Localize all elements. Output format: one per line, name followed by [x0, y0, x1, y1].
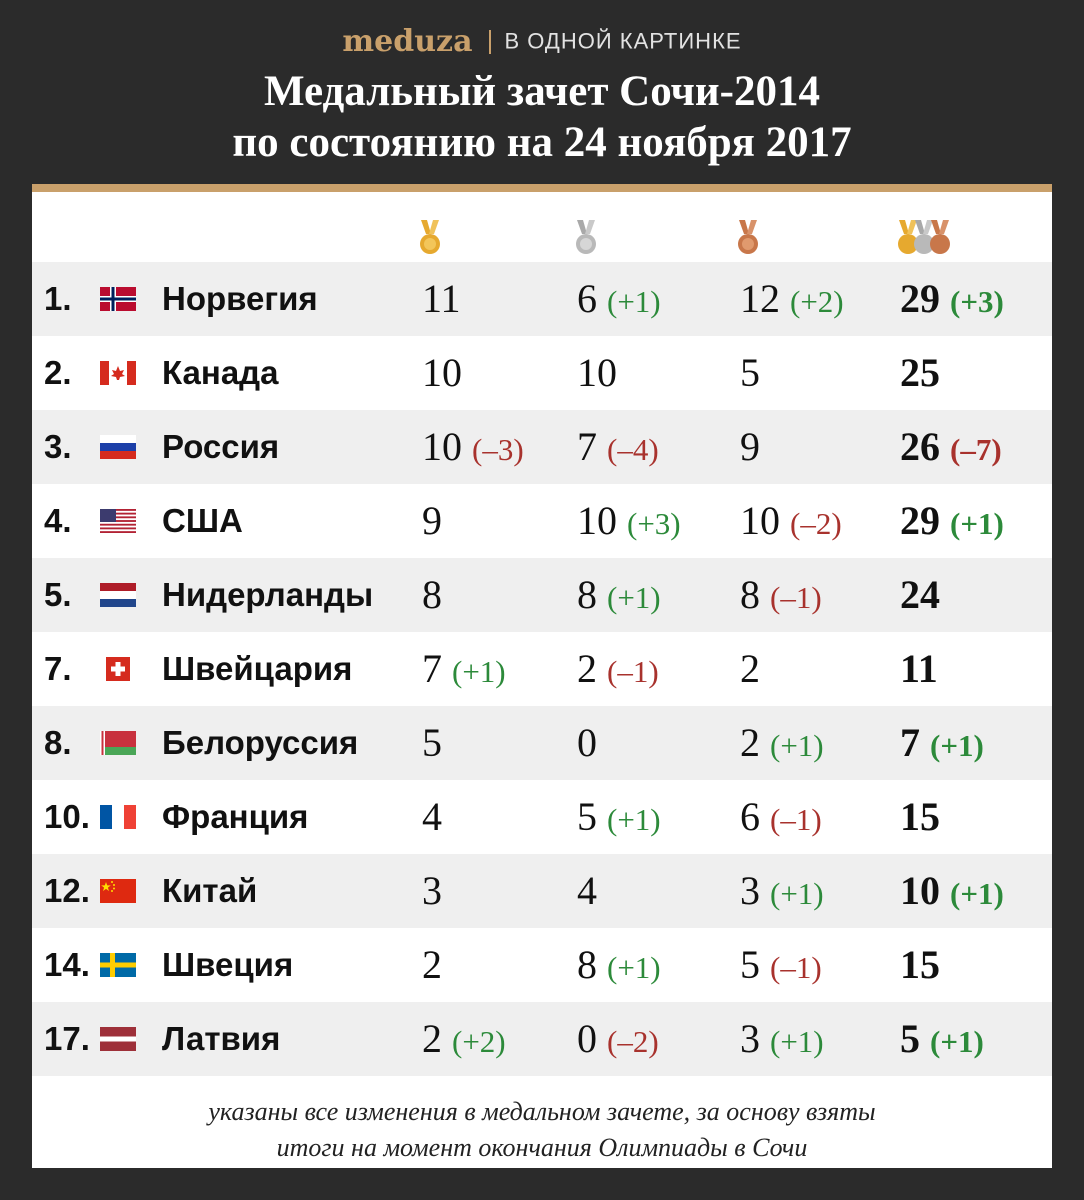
bronze-cell: [740, 632, 760, 706]
silver-cell: [577, 706, 597, 780]
total-value: 11: [900, 646, 938, 691]
silver-value: 5: [577, 794, 597, 839]
gold-value: 8: [422, 572, 442, 617]
total-value: 7: [900, 720, 920, 765]
country-cell: США: [162, 502, 243, 539]
silver-medal-icon: [574, 220, 598, 256]
bronze-cell: [740, 780, 822, 857]
total-value: 15: [900, 794, 940, 839]
russia-flag-icon: [100, 435, 136, 459]
bronze-cell: [740, 928, 822, 1005]
bronze-value: 5: [740, 942, 760, 987]
bronze-change: (+1): [770, 876, 824, 911]
table-row: [32, 1002, 1052, 1076]
bronze-value: 8: [740, 572, 760, 617]
divider: [489, 30, 491, 54]
table-row: [32, 336, 1052, 410]
medal-icons-row: [32, 212, 1052, 262]
page-title: [0, 66, 1084, 168]
total-change: (+1): [930, 1024, 984, 1059]
total-value: 15: [900, 942, 940, 987]
gold-cell: [422, 780, 442, 854]
rank-cell: 4.: [44, 502, 72, 539]
rank-cell: 3.: [44, 428, 72, 465]
country-cell: Швейцария: [162, 650, 353, 687]
bronze-value: 9: [740, 424, 760, 469]
gold-value: 7: [422, 646, 442, 691]
rank-cell: 8.: [44, 724, 72, 761]
bronze-cell: [740, 706, 824, 783]
rank-cell: 1.: [44, 280, 72, 317]
meduza-logo[interactable]: meduza: [342, 24, 473, 59]
gold-value: 10: [422, 350, 462, 395]
gold-medal-icon: [418, 220, 442, 256]
bronze-cell: [740, 1002, 824, 1079]
total-value: 26: [900, 424, 940, 469]
silver-value: 10: [577, 350, 617, 395]
belarus-flag-icon: [100, 731, 136, 755]
total-value: 29: [900, 498, 940, 543]
gold-cell: [422, 928, 442, 1002]
total-change: (+3): [950, 284, 1004, 319]
gold-cell: [422, 336, 462, 410]
bronze-cell: [740, 410, 760, 484]
country-cell: Латвия: [162, 1020, 281, 1057]
silver-cell: [577, 1002, 659, 1079]
silver-value: 0: [577, 1016, 597, 1061]
bronze-value: 3: [740, 1016, 760, 1061]
gold-value: 9: [422, 498, 442, 543]
total-change: (+1): [950, 506, 1004, 541]
norway-flag-icon: [100, 287, 136, 311]
gold-value: 2: [422, 1016, 442, 1061]
usa-flag-icon: [100, 509, 136, 533]
total-value: 25: [900, 350, 940, 395]
table-row: [32, 262, 1052, 336]
gold-value: 4: [422, 794, 442, 839]
rank-cell: 17.: [44, 1020, 90, 1057]
gold-change: (+1): [452, 654, 506, 689]
france-flag-icon: [100, 805, 136, 829]
gold-value: 11: [422, 276, 461, 321]
header: [0, 0, 1084, 184]
latvia-flag-icon: [100, 1027, 136, 1051]
country-cell: Китай: [162, 872, 258, 909]
total-value: 5: [900, 1016, 920, 1061]
silver-cell: [577, 484, 681, 561]
country-cell: Швеция: [162, 946, 294, 983]
medal-table-card: [32, 184, 1052, 1168]
total-change: (–7): [950, 432, 1002, 467]
gold-cell: [422, 558, 442, 632]
title-line-1: Медальный зачет Сочи-2014: [264, 68, 820, 115]
total-cell: [900, 1002, 984, 1079]
silver-change: (+1): [607, 802, 661, 837]
silver-value: 4: [577, 868, 597, 913]
switzerland-flag-icon: [100, 657, 136, 681]
total-cell: [900, 336, 940, 410]
bronze-medal-icon: [736, 220, 760, 256]
silver-change: (–4): [607, 432, 659, 467]
country-cell: Белоруссия: [162, 724, 359, 761]
total-cell: [900, 780, 940, 854]
bronze-value: 5: [740, 350, 760, 395]
gold-cell: [422, 854, 442, 928]
total-cell: [900, 854, 1004, 931]
gold-cell: [422, 484, 442, 558]
silver-cell: [577, 780, 661, 857]
total-value: 29: [900, 276, 940, 321]
silver-cell: [577, 410, 659, 487]
gold-change: (+2): [452, 1024, 506, 1059]
country-cell: Россия: [162, 428, 280, 465]
gold-cell: [422, 410, 524, 487]
gold-value: 2: [422, 942, 442, 987]
total-change: (+1): [950, 876, 1004, 911]
bronze-change: (+1): [770, 1024, 824, 1059]
silver-value: 7: [577, 424, 597, 469]
silver-cell: [577, 558, 661, 635]
silver-value: 0: [577, 720, 597, 765]
bronze-value: 3: [740, 868, 760, 913]
total-cell: [900, 410, 1002, 487]
bronze-value: 6: [740, 794, 760, 839]
silver-cell: [577, 928, 661, 1005]
table-row: [32, 484, 1052, 558]
gold-cell: [422, 706, 442, 780]
rubric-label: В ОДНОЙ КАРТИНКЕ: [504, 28, 742, 54]
silver-value: 6: [577, 276, 597, 321]
bronze-cell: [740, 558, 822, 635]
gold-cell: [422, 262, 461, 336]
table-row: [32, 780, 1052, 854]
total-cell: [900, 558, 940, 632]
total-cell: [900, 262, 1004, 339]
silver-change: (+1): [607, 580, 661, 615]
all-medals-icon: [896, 220, 952, 256]
silver-value: 10: [577, 498, 617, 543]
total-value: 24: [900, 572, 940, 617]
gold-value: 3: [422, 868, 442, 913]
table-row: [32, 854, 1052, 928]
bronze-change: (+1): [770, 728, 824, 763]
gold-cell: [422, 1002, 506, 1079]
silver-change: (–1): [607, 654, 659, 689]
country-cell: Нидерланды: [162, 576, 374, 613]
brand-line: [0, 24, 1084, 59]
rank-cell: 14.: [44, 946, 90, 983]
bronze-change: (–1): [770, 802, 822, 837]
bronze-change: (–1): [770, 950, 822, 985]
bronze-cell: [740, 484, 842, 561]
table-row: [32, 410, 1052, 484]
total-cell: [900, 928, 940, 1002]
country-cell: Канада: [162, 354, 279, 391]
silver-value: 8: [577, 942, 597, 987]
title-line-2: по состоянию на 24 ноября 2017: [232, 119, 852, 166]
rank-cell: 5.: [44, 576, 72, 613]
gold-change: (–3): [472, 432, 524, 467]
silver-change: (+1): [607, 284, 661, 319]
bronze-cell: [740, 854, 824, 931]
gold-cell: [422, 632, 506, 709]
bronze-value: 12: [740, 276, 780, 321]
rank-cell: 7.: [44, 650, 72, 687]
bronze-cell: [740, 262, 844, 339]
gold-value: 5: [422, 720, 442, 765]
china-flag-icon: [100, 879, 136, 903]
total-value: 10: [900, 868, 940, 913]
canada-flag-icon: [100, 361, 136, 385]
silver-value: 8: [577, 572, 597, 617]
rank-cell: 12.: [44, 872, 90, 909]
bronze-change: (–1): [770, 580, 822, 615]
total-cell: [900, 706, 984, 783]
table-row: [32, 632, 1052, 706]
silver-cell: [577, 854, 597, 928]
table-row: [32, 928, 1052, 1002]
silver-change: (–2): [607, 1024, 659, 1059]
total-cell: [900, 484, 1004, 561]
silver-cell: [577, 632, 659, 709]
total-cell: [900, 632, 938, 706]
table-row: [32, 706, 1052, 780]
bronze-change: (+2): [790, 284, 844, 319]
silver-change: (+1): [607, 950, 661, 985]
bronze-cell: [740, 336, 760, 410]
bronze-value: 10: [740, 498, 780, 543]
bronze-value: 2: [740, 720, 760, 765]
footnote-line-1: указаны все изменения в медальном зачете, за основу взяты: [208, 1097, 876, 1126]
bronze-value: 2: [740, 646, 760, 691]
total-change: (+1): [930, 728, 984, 763]
gold-value: 10: [422, 424, 462, 469]
bronze-change: (–2): [790, 506, 842, 541]
country-cell: Франция: [162, 798, 309, 835]
silver-value: 2: [577, 646, 597, 691]
netherlands-flag-icon: [100, 583, 136, 607]
rank-cell: 2.: [44, 354, 72, 391]
country-cell: Норвегия: [162, 280, 318, 317]
footnote: [32, 1094, 1052, 1166]
silver-cell: [577, 262, 661, 339]
footnote-line-2: итоги на момент окончания Олимпиады в Сочи: [276, 1133, 808, 1162]
silver-change: (+3): [627, 506, 681, 541]
sweden-flag-icon: [100, 953, 136, 977]
silver-cell: [577, 336, 617, 410]
rank-cell: 10.: [44, 798, 90, 835]
table-row: [32, 558, 1052, 632]
